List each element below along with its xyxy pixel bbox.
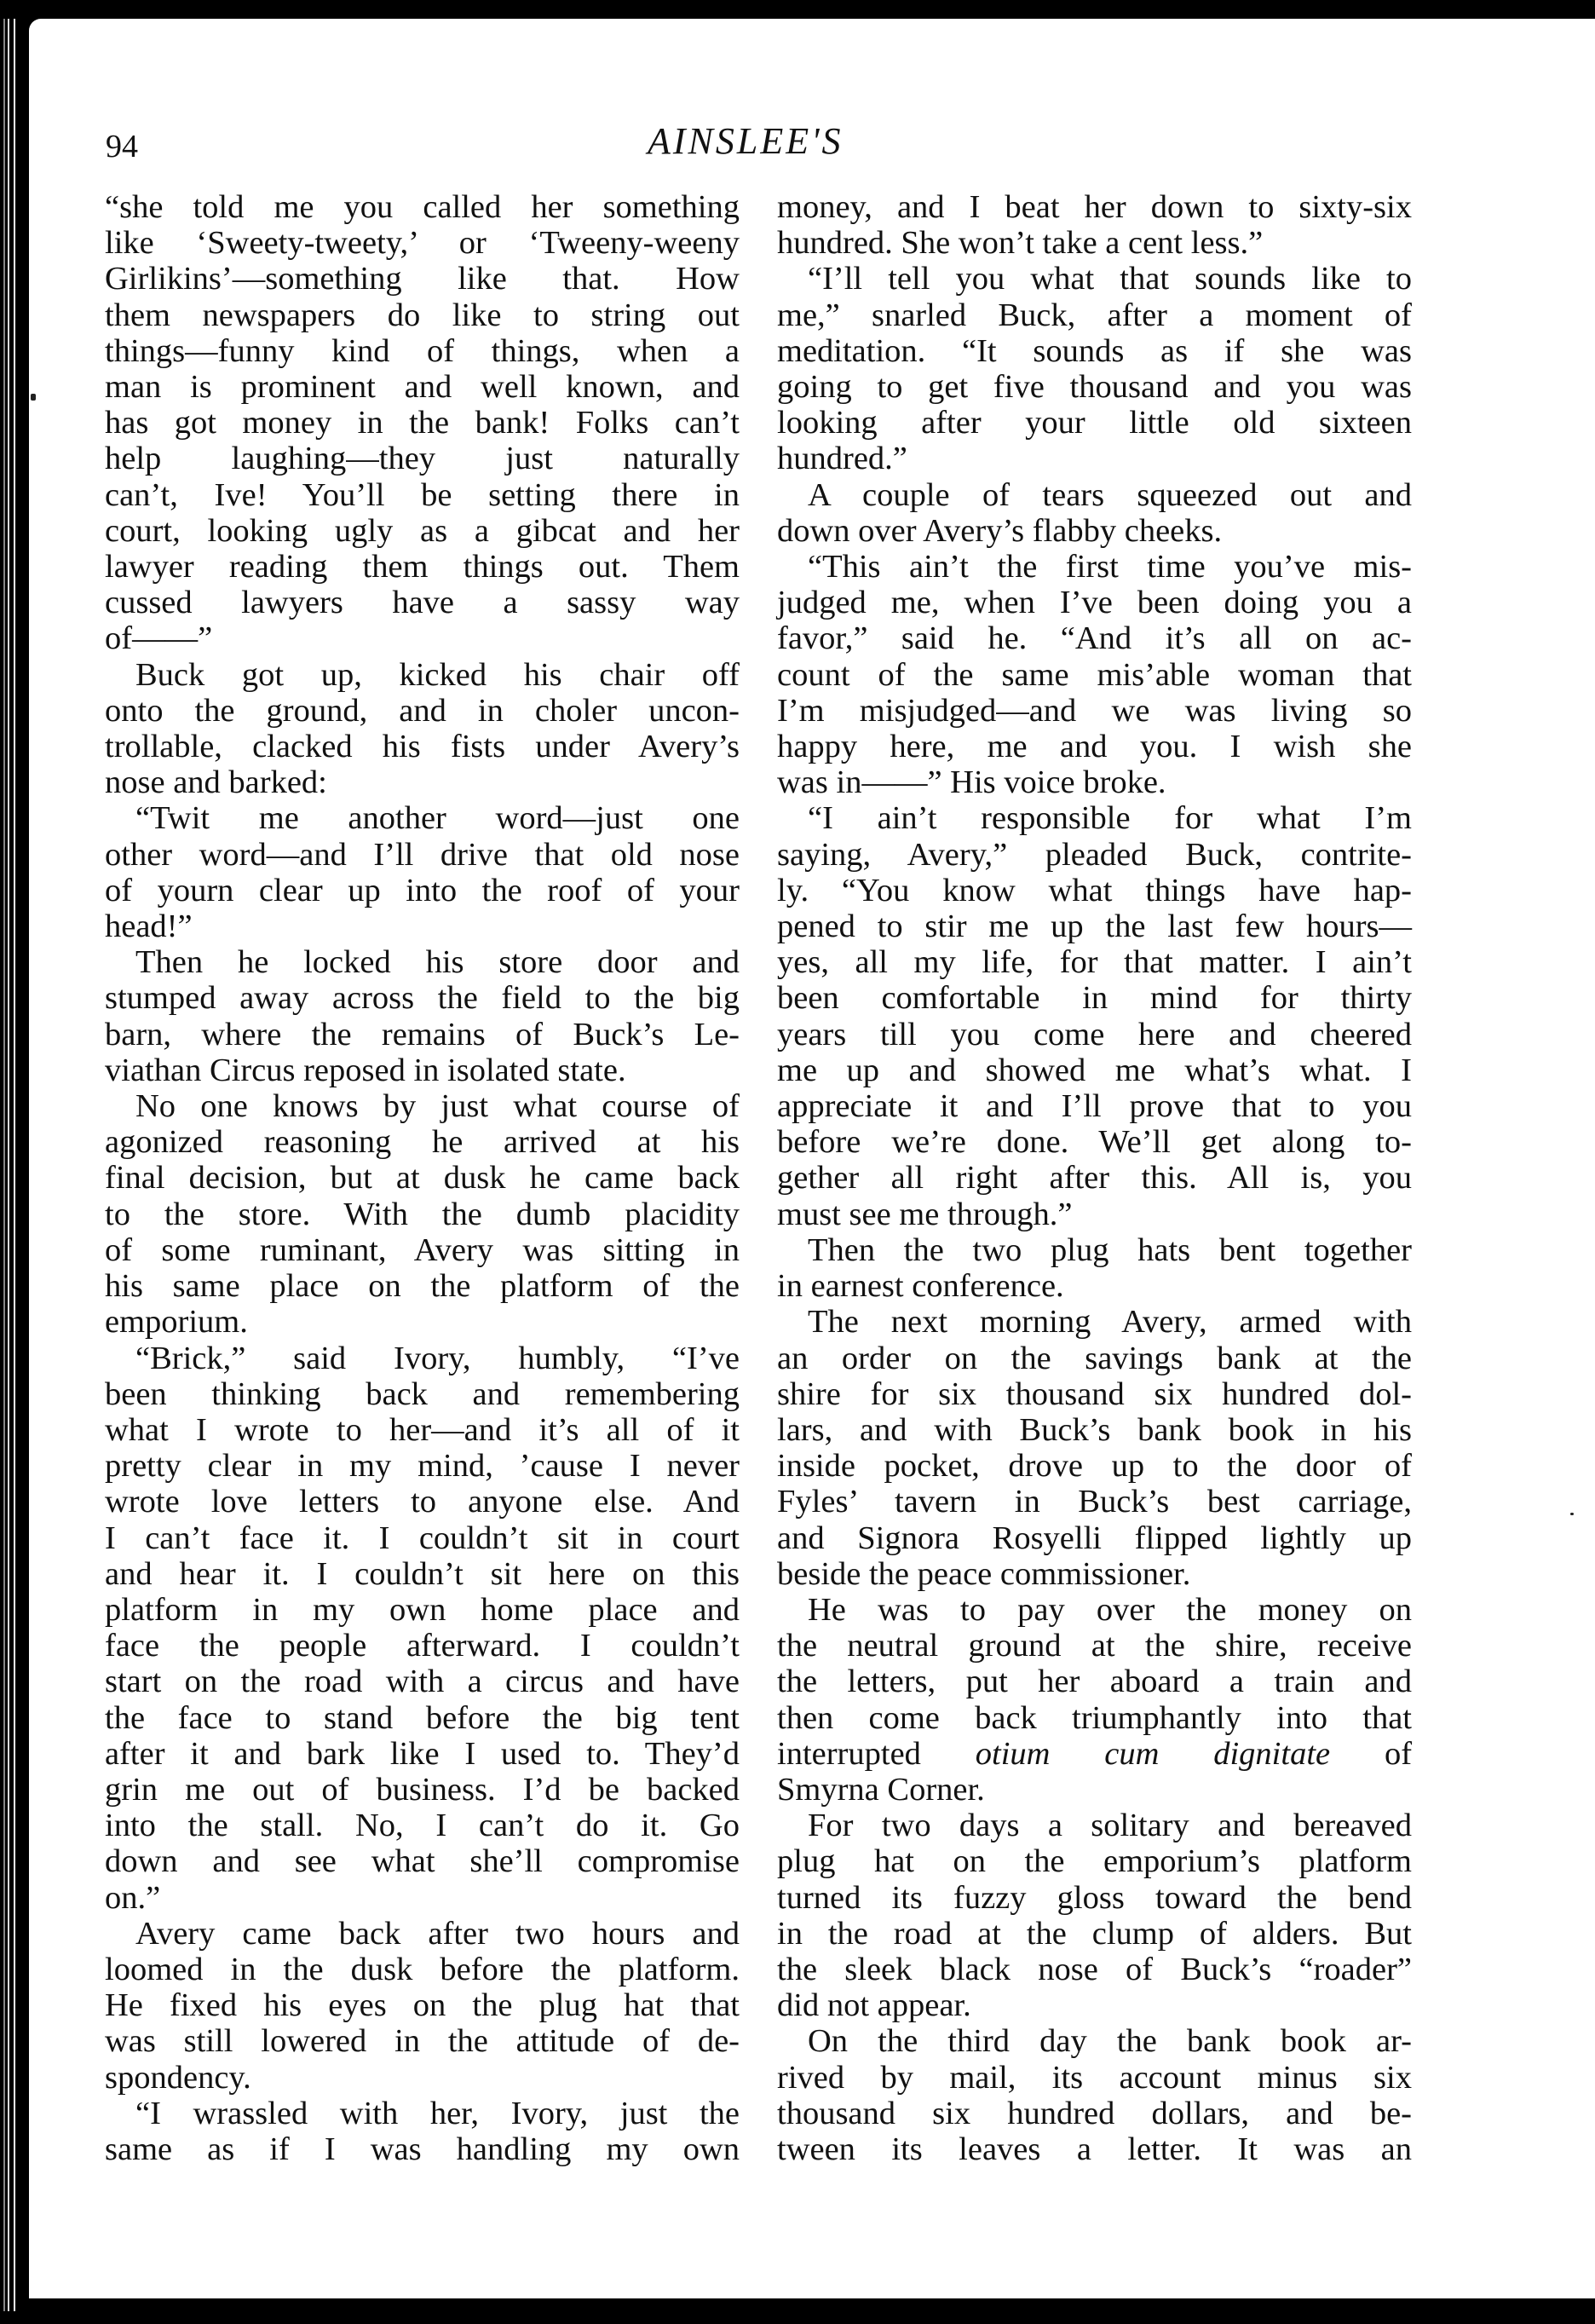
text-line: did not appear.	[777, 1987, 971, 2024]
text-line: was in——” His voice broke.	[777, 764, 1166, 801]
text-line: No one knows by just what course of	[135, 1088, 740, 1125]
text-line: wrote love letters to anyone else. And	[105, 1484, 740, 1520]
text-line: and hear it. I couldn’t sit here on this	[105, 1555, 740, 1592]
text-line: an order on the savings bank at the	[777, 1340, 1412, 1376]
text-line: Avery came back after two hours and	[135, 1915, 740, 1952]
running-title: AINSLEE'S	[648, 120, 844, 162]
text-line: hundred. She won’t take a cent less.”	[777, 225, 1264, 262]
text-line: thousand six hundred dollars, and be-	[777, 2095, 1412, 2131]
text-line: on.”	[105, 1879, 161, 1916]
text-line: of yourn clear up into the roof of your	[105, 872, 740, 908]
scan-speck	[31, 394, 36, 401]
text-line: plug hat on the emporium’s platform	[777, 1843, 1412, 1880]
text-line: the letters, put her aboard a train and	[777, 1664, 1412, 1700]
text-line: “I ain’t responsible for what I’m	[808, 800, 1412, 837]
text-line: loomed in the dusk before the platform.	[105, 1951, 740, 1987]
text-column-right	[777, 189, 1412, 2167]
text-line: the neutral ground at the shire, receive	[777, 1628, 1412, 1664]
text-line: Smyrna Corner.	[777, 1771, 985, 1808]
text-line: the face to stand before the big tent	[105, 1699, 740, 1736]
text-line: grin me out of business. I’d be backed	[105, 1771, 740, 1808]
text-line: man is prominent and well known, and	[105, 369, 740, 406]
text-line: “she told me you called her something	[105, 189, 740, 225]
text-line: yes, all my life, for that matter. I ain’t	[777, 944, 1412, 981]
text-line: tween its leaves a letter. It was an	[777, 2131, 1412, 2167]
text-line: emporium.	[105, 1304, 248, 1341]
text-line: them newspapers do like to string out	[105, 297, 740, 333]
text-line: shire for six thousand six hundred dol-	[777, 1375, 1412, 1412]
scan-bottom-edge	[0, 2314, 1595, 2324]
text-line: start on the road with a circus and have	[105, 1664, 740, 1700]
text-line: cussed lawyers have a sassy way	[105, 585, 740, 621]
text-line: into the stall. No, I can’t do it. Go	[105, 1808, 740, 1844]
text-line: face the people afterward. I couldn’t	[105, 1628, 740, 1664]
text-line: judged me, when I’ve been doing you a	[777, 585, 1412, 621]
text-line	[777, 1736, 1412, 1772]
text-line: “This ain’t the first time you’ve mis-	[808, 549, 1412, 585]
text-line: inside pocket, drove up to the door of	[777, 1448, 1412, 1485]
text-line: Then he locked his store door and	[135, 944, 740, 981]
page-header	[0, 119, 1595, 170]
text-line: been thinking back and remembering	[105, 1375, 740, 1412]
text-line: court, looking ugly as a gibcat and her	[105, 512, 740, 549]
text-line: things—funny kind of things, when a	[105, 332, 740, 369]
text-line: appreciate it and I’ll prove that to you	[777, 1088, 1412, 1125]
text-line: barn, where the remains of Buck’s Le-	[105, 1016, 740, 1052]
text-line: must see me through.”	[777, 1196, 1073, 1232]
text-line: onto the ground, and in choler uncon-	[105, 692, 740, 729]
text-line: “I wrassled with her, Ivory, just the	[135, 2095, 740, 2131]
text-line: like ‘Sweety-tweety,’ or ‘Tweeny-weeny	[105, 225, 740, 262]
text-line: in earnest conference.	[777, 1268, 1064, 1305]
text-line: Girlikins’—something like that. How	[105, 261, 740, 297]
text-line: viathan Circus reposed in isolated state.	[105, 1052, 626, 1088]
text-line: help laughing—they just naturally	[105, 441, 740, 477]
text-line: what I wrote to her—and it’s all of it	[105, 1411, 740, 1448]
text-line: stumped away across the field to the big	[105, 980, 740, 1017]
text-line: was still lowered in the attitude of de-	[105, 2023, 740, 2060]
text-line: nose and barked:	[105, 764, 327, 801]
text-line: I can’t face it. I couldn’t sit in court	[105, 1520, 740, 1556]
text-line: platform in my own home place and	[105, 1591, 740, 1628]
text-line: the sleek black nose of Buck’s “roader”	[777, 1951, 1412, 1987]
text-line: looking after your little old sixteen	[777, 405, 1412, 441]
text-line: “I’ll tell you what that sounds like to	[808, 261, 1412, 297]
text-run: of	[1384, 1735, 1413, 1772]
text-line: money, and I beat her down to sixty-six	[777, 189, 1412, 225]
text-line: meditation. “It sounds as if she was	[777, 332, 1412, 369]
text-line: He was to pay over the money on	[808, 1591, 1412, 1628]
text-line: spondency.	[105, 2059, 251, 2096]
text-line: turned its fuzzy gloss toward the bend	[777, 1879, 1412, 1916]
text-line: same as if I was handling my own	[105, 2131, 740, 2167]
text-line: of——”	[105, 620, 213, 657]
text-line: his same place on the platform of the	[105, 1268, 740, 1305]
text-line: ly. “You know what things have hap-	[777, 872, 1412, 908]
text-line: before we’re done. We’ll get along to-	[777, 1124, 1412, 1161]
text-line: gether all right after this. All is, you	[777, 1160, 1412, 1197]
text-line: final decision, but at dusk he came back	[105, 1160, 740, 1197]
text-line: years till you come here and cheered	[777, 1016, 1412, 1052]
text-line: On the third day the bank book ar-	[808, 2023, 1412, 2060]
text-line: I’m misjudged—and we was living so	[777, 692, 1412, 729]
text-line: can’t, Ive! You’ll be setting there in	[105, 476, 740, 513]
scan-speck	[1570, 1513, 1574, 1515]
text-line: trollable, clacked his fists under Avery’s	[105, 729, 740, 765]
text-run: interrupted	[777, 1735, 921, 1772]
text-line: hundred.”	[777, 441, 907, 477]
text-line: beside the peace commissioner.	[777, 1555, 1191, 1592]
text-line: me,” snarled Buck, after a moment of	[777, 297, 1412, 333]
text-line: been comfortable in mind for thirty	[777, 980, 1412, 1017]
text-line: to the store. With the dumb placidity	[105, 1196, 740, 1232]
text-line: agonized reasoning he arrived at his	[105, 1124, 740, 1161]
text-line: favor,” said he. “And it’s all on ac-	[777, 620, 1412, 657]
text-line: down over Avery’s flabby cheeks.	[777, 512, 1223, 549]
text-line: head!”	[105, 908, 193, 945]
text-line: Then the two plug hats bent together	[808, 1231, 1412, 1268]
text-line: “Brick,” said Ivory, humbly, “I’ve	[135, 1340, 740, 1376]
text-line: and Signora Rosyelli flipped lightly up	[777, 1520, 1412, 1556]
text-line: other word—and I’ll drive that old nose	[105, 836, 740, 873]
text-line: lars, and with Buck’s bank book in his	[777, 1411, 1412, 1448]
text-line: of some ruminant, Avery was sitting in	[105, 1231, 740, 1268]
text-line: going to get five thousand and you was	[777, 369, 1412, 406]
text-line: The next morning Avery, armed with	[808, 1304, 1412, 1341]
text-line: “Twit me another word—just one	[135, 800, 740, 837]
text-line: me up and showed me what’s what. I	[777, 1052, 1412, 1088]
text-column-left	[105, 189, 740, 2167]
text-line: then come back triumphantly into that	[777, 1699, 1412, 1736]
text-line: happy here, me and you. I wish she	[777, 729, 1412, 765]
text-line: pretty clear in my mind, ’cause I never	[105, 1448, 740, 1485]
text-line: Buck got up, kicked his chair off	[135, 656, 740, 693]
page-number: 94	[106, 129, 138, 164]
text-line: Fyles’ tavern in Buck’s best carriage,	[777, 1484, 1412, 1520]
text-line: after it and bark like I used to. They’d	[105, 1735, 740, 1772]
text-line: saying, Avery,” pleaded Buck, contrite-	[777, 836, 1412, 873]
text-line: count of the same mis’able woman that	[777, 656, 1412, 693]
text-line: He fixed his eyes on the plug hat that	[105, 1987, 740, 2024]
text-line: has got money in the bank! Folks can’t	[105, 405, 740, 441]
text-line: rived by mail, its account minus six	[777, 2059, 1412, 2096]
text-line: in the road at the clump of alders. But	[777, 1915, 1412, 1952]
text-line: For two days a solitary and bereaved	[808, 1808, 1412, 1844]
text-line: lawyer reading them things out. Them	[105, 549, 740, 585]
latin-phrase: otium cum dignitate	[975, 1735, 1331, 1772]
text-line: pened to stir me up the last few hours—	[777, 908, 1412, 945]
text-line: down and see what she’ll compromise	[105, 1843, 740, 1880]
book-binding-edge	[0, 19, 29, 2311]
text-line: A couple of tears squeezed out and	[808, 476, 1412, 513]
